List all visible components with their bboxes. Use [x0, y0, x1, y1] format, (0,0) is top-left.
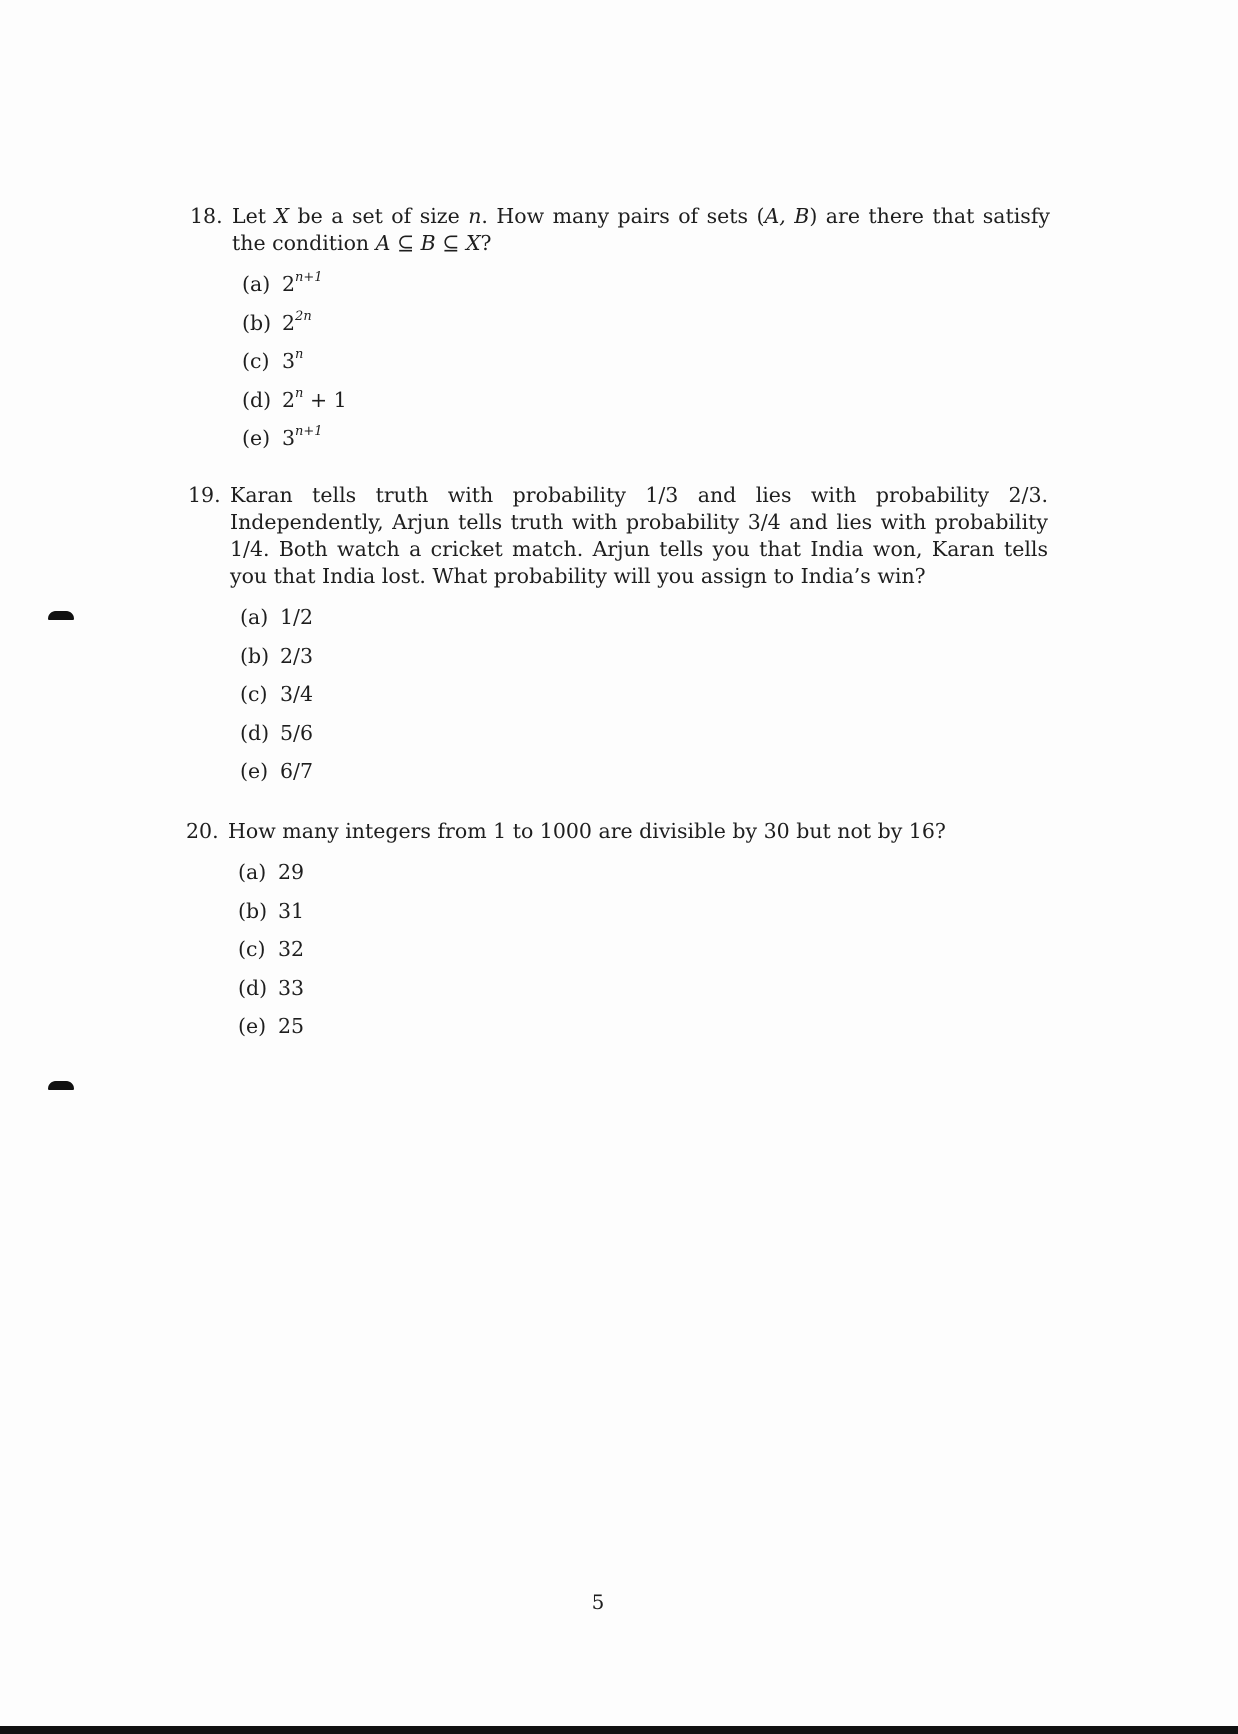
- question-18: [190, 203, 1050, 464]
- option-c: (c) 3/4: [240, 682, 313, 706]
- option-e: (e) 6/7: [240, 759, 313, 783]
- punch-hole-mark: [48, 1081, 74, 1090]
- option-a: (a) $2^{n+1}$: [242, 270, 323, 296]
- punch-hole-mark: [48, 611, 74, 620]
- options-list: [238, 859, 1046, 1052]
- question-text: Let X be a set of size n. How many pairs of sets (A, B) are there that satisfy the condition A ⊆ B ⊆ X?: [232, 204, 1050, 255]
- scan-edge-bar: [0, 1726, 1238, 1734]
- question-number: 20.: [186, 819, 219, 843]
- option-a: (a) 1/2: [240, 605, 313, 629]
- question-19: [188, 482, 1048, 797]
- page-number: 5: [591, 1590, 605, 1614]
- question-text: Karan tells truth with probability 1/3 and lies with probability 2/3. Independently, Arjun tells truth with probability 3/4 and lies with probability 1/4. Both watch a cricket match. Arjun tells you that India won, Karan tells you that India lost. What probability will you assign to India’s win?: [230, 483, 1048, 588]
- option-b: (b) $2^{2n}$: [242, 308, 312, 335]
- question-text: How many integers from 1 to 1000 are divisible by 30 but not by 16?: [228, 819, 946, 843]
- option-e: (e) $3^{n+1}$: [242, 424, 323, 450]
- option-e: (e) 25: [238, 1014, 305, 1038]
- question-number: 19.: [188, 483, 221, 507]
- option-b: (b) 2/3: [240, 643, 313, 668]
- option-c: (c) 3$^n$: [242, 347, 304, 373]
- option-d: (d) $2^n + 1$: [242, 385, 347, 412]
- option-b: (b) 31: [238, 898, 305, 923]
- question-20: [186, 818, 1046, 1052]
- option-a: (a) 29: [238, 860, 305, 884]
- option-c: (c) 32: [238, 937, 305, 961]
- option-d: (d) 33: [238, 975, 305, 1000]
- question-number: 18.: [190, 204, 223, 228]
- option-d: (d) 5/6: [240, 720, 313, 745]
- options-list: [240, 604, 1048, 797]
- options-list: [242, 271, 1050, 464]
